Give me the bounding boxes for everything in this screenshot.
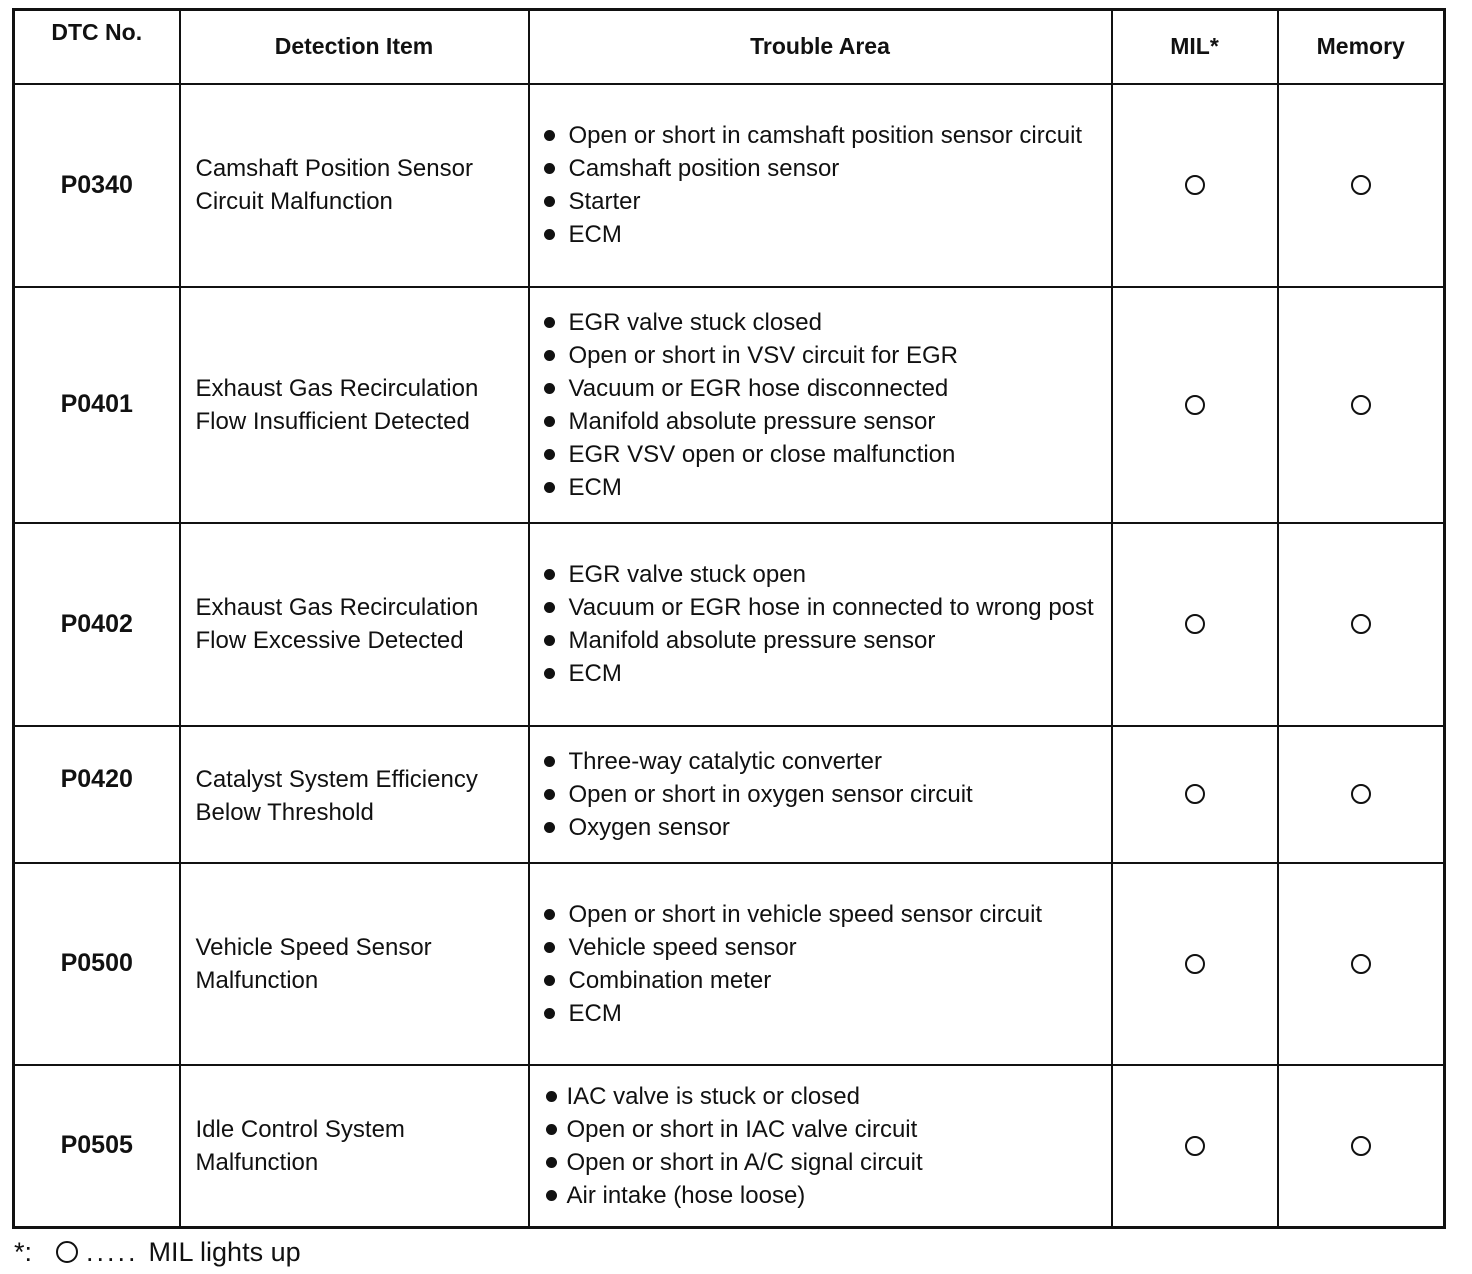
trouble-list bbox=[544, 306, 1105, 504]
bullet-icon bbox=[544, 668, 555, 679]
trouble-item bbox=[544, 185, 1105, 218]
bullet-icon bbox=[544, 789, 555, 800]
trouble-item bbox=[544, 438, 1105, 471]
trouble-item bbox=[544, 339, 1105, 372]
trouble-item-text: Vehicle speed sensor bbox=[568, 933, 797, 961]
bullet-icon bbox=[544, 196, 555, 207]
trouble-item bbox=[544, 811, 1105, 844]
trouble-item-text: EGR VSV open or close malfunction bbox=[568, 440, 956, 468]
mil-cell bbox=[1112, 726, 1278, 863]
dtc-code: P0402 bbox=[14, 523, 180, 726]
detection-item bbox=[180, 287, 529, 523]
detection-item-line: Below Threshold bbox=[195, 798, 374, 826]
circle-icon bbox=[1185, 954, 1205, 974]
trouble-item-text: EGR valve stuck closed bbox=[568, 308, 822, 336]
trouble-area bbox=[529, 863, 1112, 1065]
detection-item-line: Catalyst System Efficiency bbox=[195, 765, 478, 793]
memory-cell bbox=[1278, 1065, 1445, 1228]
table-row bbox=[14, 863, 1445, 1065]
footnote-asterisk: *: bbox=[14, 1237, 33, 1267]
trouble-item-text: Open or short in oxygen sensor circuit bbox=[568, 780, 973, 808]
trouble-item bbox=[544, 591, 1105, 624]
bullet-icon bbox=[546, 1157, 557, 1168]
trouble-item-text: Open or short in vehicle speed sensor circuit bbox=[568, 900, 1043, 928]
circle-icon bbox=[1185, 1136, 1205, 1156]
trouble-item bbox=[544, 1113, 1105, 1146]
trouble-item bbox=[544, 778, 1105, 811]
bullet-icon bbox=[544, 635, 555, 646]
trouble-item-text: Open or short in A/C signal circuit bbox=[566, 1148, 923, 1176]
bullet-icon bbox=[544, 1008, 555, 1019]
detection-item bbox=[180, 863, 529, 1065]
circle-icon bbox=[1351, 175, 1371, 195]
circle-icon bbox=[1185, 175, 1205, 195]
trouble-area bbox=[529, 726, 1112, 863]
header-memory: Memory bbox=[1278, 10, 1445, 84]
dtc-table bbox=[12, 8, 1446, 1229]
circle-icon bbox=[1185, 614, 1205, 634]
circle-icon bbox=[1351, 395, 1371, 415]
table-row bbox=[14, 726, 1445, 863]
trouble-item-text: Combination meter bbox=[568, 966, 772, 994]
mil-cell bbox=[1112, 84, 1278, 287]
dtc-code: P0505 bbox=[14, 1065, 180, 1228]
footnote-dots: ..... bbox=[86, 1237, 139, 1267]
trouble-area bbox=[529, 523, 1112, 726]
bullet-icon bbox=[546, 1091, 557, 1102]
bullet-icon bbox=[544, 942, 555, 953]
circle-icon bbox=[1185, 784, 1205, 804]
trouble-list bbox=[544, 898, 1105, 1030]
bullet-icon bbox=[544, 130, 555, 141]
trouble-item-text: EGR valve stuck open bbox=[568, 561, 806, 588]
trouble-area bbox=[529, 287, 1112, 523]
trouble-item-text: Vacuum or EGR hose in connected to wrong post bbox=[568, 594, 1094, 621]
mil-cell bbox=[1112, 523, 1278, 726]
detection-item-line: Flow Excessive Detected bbox=[195, 627, 464, 654]
detection-item-line: Exhaust Gas Recirculation bbox=[195, 594, 479, 621]
bullet-icon bbox=[546, 1124, 557, 1135]
trouble-item bbox=[544, 119, 1105, 152]
trouble-list bbox=[544, 745, 1105, 844]
bullet-icon bbox=[544, 569, 555, 580]
footnote bbox=[14, 1234, 301, 1270]
detection-item-line: Flow Insufficient Detected bbox=[195, 407, 470, 435]
trouble-item-text: ECM bbox=[568, 660, 622, 687]
circle-icon bbox=[1351, 1136, 1371, 1156]
trouble-item-text: Air intake (hose loose) bbox=[566, 1181, 806, 1209]
header-mil: MIL* bbox=[1112, 10, 1278, 84]
trouble-item bbox=[544, 306, 1105, 339]
memory-cell bbox=[1278, 287, 1445, 523]
detection-item bbox=[180, 1065, 529, 1228]
table-row bbox=[14, 523, 1445, 726]
trouble-item-text: Camshaft position sensor bbox=[568, 155, 840, 182]
header-row bbox=[14, 10, 1445, 84]
header-dtc-no: DTC No. bbox=[14, 10, 180, 84]
dtc-code: P0420 bbox=[14, 726, 180, 863]
trouble-item bbox=[544, 898, 1105, 931]
trouble-item bbox=[544, 964, 1105, 997]
memory-cell bbox=[1278, 863, 1445, 1065]
memory-cell bbox=[1278, 84, 1445, 287]
trouble-item bbox=[544, 997, 1105, 1030]
detection-item-line: Vehicle Speed Sensor bbox=[195, 933, 432, 961]
footnote-text: MIL lights up bbox=[148, 1237, 301, 1267]
detection-item bbox=[180, 523, 529, 726]
trouble-list bbox=[544, 1080, 1105, 1212]
detection-item-line: Exhaust Gas Recirculation bbox=[195, 374, 479, 402]
trouble-item bbox=[544, 218, 1105, 251]
trouble-item bbox=[544, 558, 1105, 591]
trouble-list bbox=[544, 558, 1105, 690]
dtc-code: P0340 bbox=[14, 84, 180, 287]
bullet-icon bbox=[544, 822, 555, 833]
dtc-code: P0401 bbox=[14, 287, 180, 523]
trouble-item bbox=[544, 624, 1105, 657]
trouble-item bbox=[544, 1146, 1105, 1179]
detection-item-line: Camshaft Position Sensor bbox=[195, 155, 473, 182]
table-row bbox=[14, 287, 1445, 523]
circle-icon bbox=[1351, 784, 1371, 804]
mil-cell bbox=[1112, 1065, 1278, 1228]
detection-item bbox=[180, 726, 529, 863]
trouble-item-text: Open or short in camshaft position sensor circuit bbox=[568, 122, 1083, 149]
trouble-area bbox=[529, 1065, 1112, 1228]
trouble-item-text: Starter bbox=[568, 188, 641, 215]
mil-cell bbox=[1112, 863, 1278, 1065]
trouble-item bbox=[544, 372, 1105, 405]
trouble-item bbox=[544, 152, 1105, 185]
trouble-item-text: Manifold absolute pressure sensor bbox=[568, 407, 936, 435]
trouble-item-text: Open or short in VSV circuit for EGR bbox=[568, 341, 958, 369]
bullet-icon bbox=[544, 449, 555, 460]
trouble-item bbox=[544, 931, 1105, 964]
bullet-icon bbox=[544, 229, 555, 240]
memory-cell bbox=[1278, 726, 1445, 863]
bullet-icon bbox=[544, 482, 555, 493]
detection-item-line: Circuit Malfunction bbox=[195, 188, 393, 215]
bullet-icon bbox=[544, 909, 555, 920]
trouble-item-text: Oxygen sensor bbox=[568, 813, 730, 841]
trouble-item bbox=[544, 1080, 1105, 1113]
memory-cell bbox=[1278, 523, 1445, 726]
trouble-item-text: Three-way catalytic converter bbox=[568, 747, 882, 775]
bullet-icon bbox=[544, 602, 555, 613]
header-detection-item: Detection Item bbox=[180, 10, 529, 84]
trouble-item bbox=[544, 405, 1105, 438]
detection-item-line: Malfunction bbox=[195, 966, 319, 994]
dtc-code: P0500 bbox=[14, 863, 180, 1065]
trouble-item bbox=[544, 471, 1105, 504]
trouble-item-text: Open or short in IAC valve circuit bbox=[566, 1115, 918, 1143]
header-trouble-area: Trouble Area bbox=[529, 10, 1112, 84]
detection-item bbox=[180, 84, 529, 287]
trouble-item-text: Vacuum or EGR hose disconnected bbox=[568, 374, 949, 402]
circle-icon bbox=[1351, 614, 1371, 634]
trouble-area bbox=[529, 84, 1112, 287]
bullet-icon bbox=[544, 975, 555, 986]
detection-item-line: Malfunction bbox=[195, 1148, 319, 1176]
mil-cell bbox=[1112, 287, 1278, 523]
detection-item-line: Idle Control System bbox=[195, 1115, 405, 1143]
trouble-item bbox=[544, 1179, 1105, 1212]
trouble-item-text: IAC valve is stuck or closed bbox=[566, 1082, 860, 1110]
trouble-item-text: ECM bbox=[568, 999, 622, 1027]
bullet-icon bbox=[544, 383, 555, 394]
table-row bbox=[14, 84, 1445, 287]
trouble-item bbox=[544, 657, 1105, 690]
bullet-icon bbox=[544, 756, 555, 767]
bullet-icon bbox=[546, 1190, 557, 1201]
table-row bbox=[14, 1065, 1445, 1228]
trouble-item bbox=[544, 745, 1105, 778]
bullet-icon bbox=[544, 350, 555, 361]
trouble-item-text: ECM bbox=[568, 221, 622, 248]
bullet-icon bbox=[544, 416, 555, 427]
circle-icon bbox=[56, 1241, 78, 1263]
trouble-list bbox=[544, 119, 1105, 251]
trouble-item-text: Manifold absolute pressure sensor bbox=[568, 627, 936, 654]
bullet-icon bbox=[544, 163, 555, 174]
trouble-item-text: ECM bbox=[568, 473, 622, 501]
circle-icon bbox=[1185, 395, 1205, 415]
circle-icon bbox=[1351, 954, 1371, 974]
bullet-icon bbox=[544, 317, 555, 328]
